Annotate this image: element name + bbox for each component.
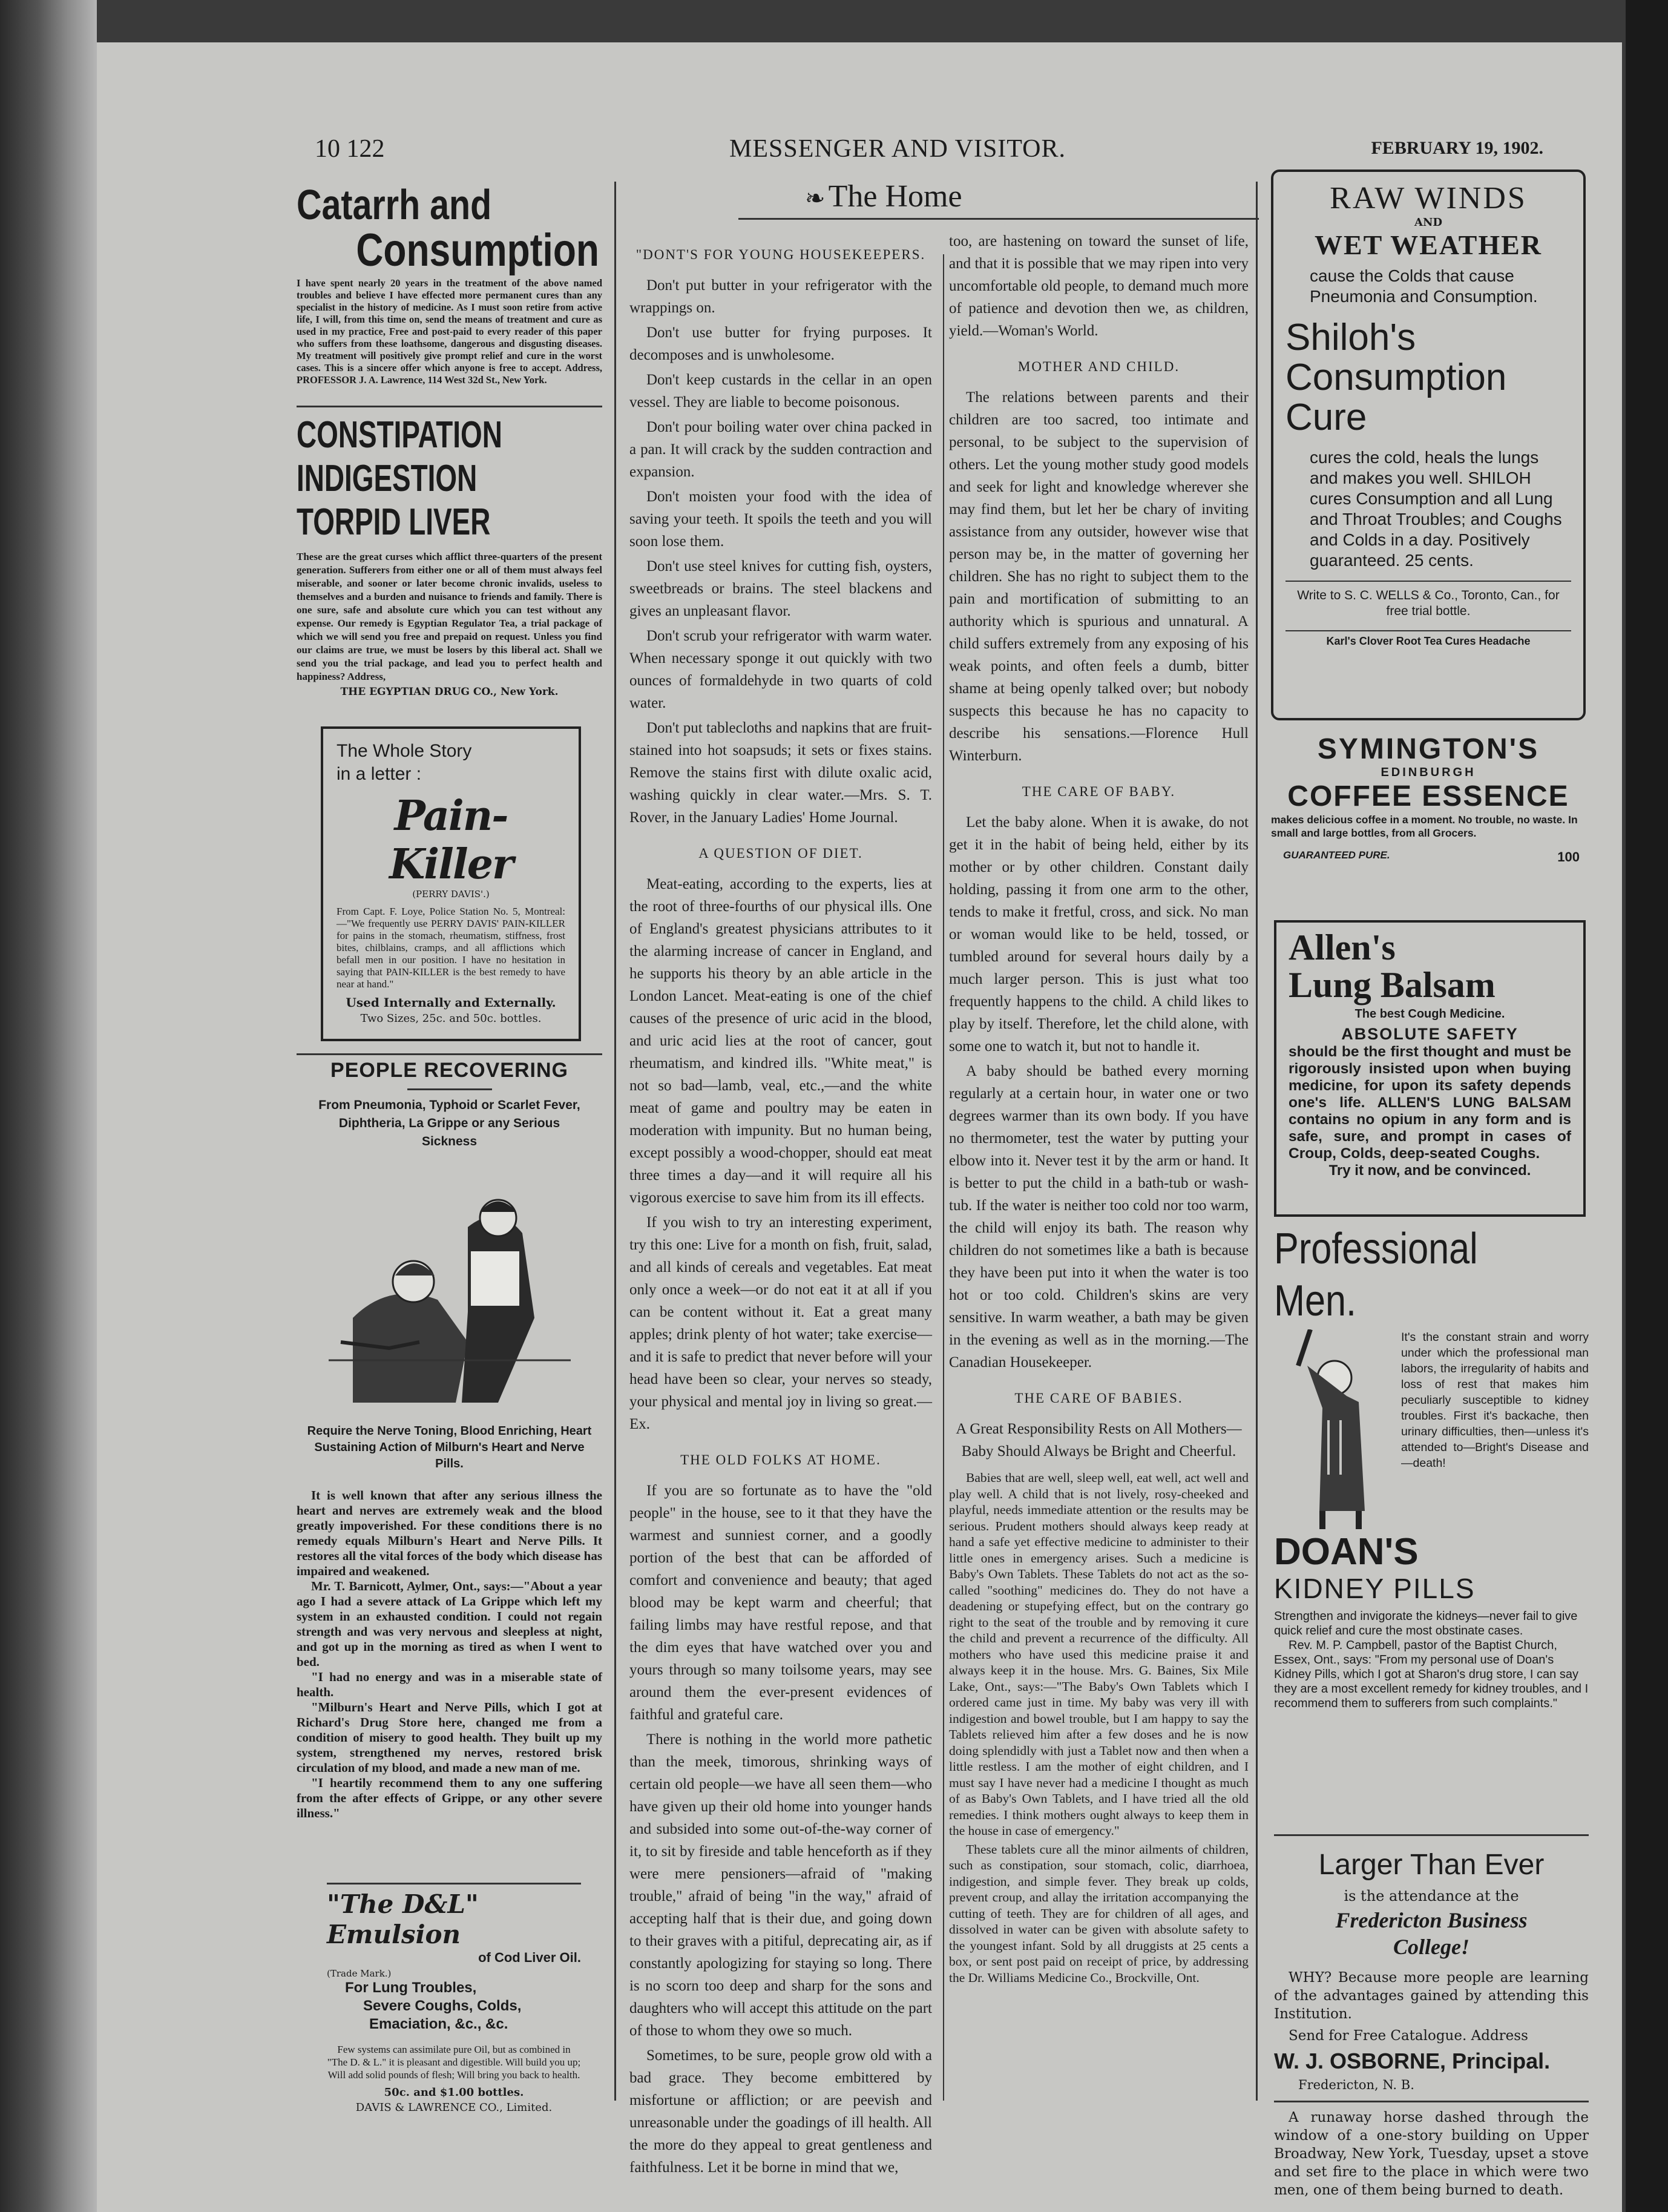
fredericton-ad: [1274, 1834, 1589, 2092]
column-rule: [614, 182, 616, 2101]
doans-illustration: [1274, 1329, 1401, 1529]
fredericton-why: WHY? Because more people are learning of the advantages gained by attending this Institution.: [1274, 1970, 1589, 2022]
doans-ad: [1274, 1223, 1589, 1711]
emulsion-price: 50c. and $1.00 bottles.: [384, 2086, 524, 2099]
milburn-ad: [297, 1053, 602, 1821]
constipation-ad: [297, 406, 602, 698]
catarrh-ad: [297, 182, 602, 386]
fredericton-principal: W. J. OSBORNE, Principal.: [1274, 2049, 1551, 2073]
home-title: [805, 179, 1168, 214]
adjacent-page-edge: [1626, 0, 1668, 2212]
care-column: [949, 230, 1249, 1988]
doans-title: Professional Men.: [1274, 1225, 1478, 1325]
care-of-baby-paragraph: A baby should be bathed every morning regularly at a certain hour, in water one or two degrees warmer than its own body. If you have no thermometer, test the water by putting your elbow into it. Never test it by the arm or hand. It is better to put the child in a bath-tub or wash-tub. If the water is neither too cold nor too warm, the child will enjoy its bath. The reason why children do not sometimes like a bath is because they have been put into it when the water is too hot or too cold. Children's skins are very sensitive. In warm weather, a bath may be given in the evening as well as in the morning.—The Canadian Housekeeper.: [949, 1063, 1249, 1371]
care-of-babies-heading: THE CARE OF BABIES.: [1014, 1391, 1183, 1406]
symington-ad: [1271, 732, 1586, 865]
catarrh-body: I have spent nearly 20 years in the treatment of the above named troubles and believe I have effected more permanent cures than any specialist in the history of medicine. As I must soon retire from active life, I will, from this time on, send the means of treatment and cure as used in my practice, Free and post-paid to every reader of this paper who suffers from these loathsome, dangerous and disgusting diseases. My treatment will positively give prompt relief and cure in the worst cases. This is a sincere offer which anyone is free to accept. Address, PROFESSOR J. A. Lawrence, 114 West 32d St., New York.: [297, 277, 602, 386]
painkiller-ad: [321, 726, 581, 1041]
shiloh-body: cures the cold, heals the lungs and makes you well. SHILOH cures Consumption and all Lung and Throat Troubles; and Coughs and Colds in a day. Positively guaranteed. 25 cents.: [1310, 448, 1562, 570]
fredericton-title: Larger Than Ever: [1318, 1849, 1545, 1881]
allens-body: should be the first thought and must be rigorously insisted upon when buying medicine, for upon its safety depends one's life. ALLEN'S LUNG BALSAM contains no opium in any form and is safe, sure, and prompt in cases of Croup, Colds, deep-seated Coughs.: [1289, 1044, 1571, 1162]
diet-paragraph: If you wish to try an interesting experiment, try this one: Live for a month on fish, fruit, salad, and all kinds of cereals and vegetables. Eat meat only once a week—or do not eat it at all if you can be content without it. Eat a great many apples; drink plenty of hot water; take exercise—and it is safe to predict that never before will your head have been so clear, your nerves so steady, your physical and mental joy in living so great.—Ex.: [629, 1214, 932, 1432]
dont-item: Don't put tablecloths and napkins that are fruit-stained into hot soapsuds; it sets or fixes stains. Remove the stains first with dilute oxalic acid, washing quickly in clear water.—Mrs. S. T. Rover, in the January Ladies' Home Journal.: [629, 720, 932, 826]
symington-footer: GUARANTEED PURE. 100: [1283, 849, 1580, 864]
folks-paragraph: If you are so fortunate as to have the "old people" in the house, see to it that they have the warmest and sunniest corner, and a goodly portion of the best that can be afforded of comfort and convenience and beauty; that aged blood may be kept warm and cheerful; that failing limbs may have restful repose, and that the dim eyes that have watched over you and yours through so many toilsome years, may see around them the ever-present evidences of faithful and grateful care.: [629, 1483, 932, 1723]
doans-body: Strengthen and invigorate the kidneys—never fail to give quick relief and cure the most obstinate cases.: [1274, 1610, 1578, 1638]
emulsion-of: of Cod Liver Oil.: [478, 1950, 581, 1965]
nurse-illustration: [317, 1160, 583, 1415]
continuation-paragraph: too, are hastening on toward the sunset of life, and that it is possible that we may ripen into very uncomfortable old people, to demand much more of patience and devotion then we, as children, yield.—Woman's World.: [949, 233, 1249, 339]
painkiller-intro: The Whole Story in a letter :: [337, 741, 472, 784]
raw-winds: RAW WINDS: [1330, 181, 1527, 216]
allens-abs: ABSOLUTE SAFETY: [1341, 1025, 1519, 1043]
dont-item: Don't put butter in your refrigerator with the wrappings on.: [629, 277, 932, 316]
masthead: MESSENGER AND VISITOR.: [729, 135, 1066, 163]
symington-product: COFFEE ESSENCE: [1287, 780, 1569, 812]
doans-side: It's the constant strain and worry under which the professional man labors, the irregularity of habits and loss of rest that makes him peculiarly susceptible to kidney troubles. First it's backache, then urinary difficulties, then—unless it's attended to—Bright's Disease and—death!: [1401, 1331, 1589, 1470]
allens-ad: [1274, 920, 1586, 1217]
fredericton-line: is the attendance at the: [1344, 1888, 1519, 1904]
recovering-caption: Require the Nerve Toning, Blood Enriching, Heart Sustaining Action of Milburn's Heart and Nerve Pills.: [307, 1424, 592, 1470]
catarrh-title: Catarrh and Consumption: [297, 181, 599, 276]
shiloh-cause: cause the Colds that cause Pneumonia and Consumption.: [1310, 266, 1538, 306]
dont-item: Don't moisten your food with the idea of saving your teeth. It spoils the teeth and you will soon lose them.: [629, 489, 932, 550]
column-rule: [1256, 182, 1258, 2101]
allens-name: Allen's Lung Balsam: [1289, 927, 1496, 1005]
karl-clover: Karl's Clover Root Tea Cures Headache: [1285, 630, 1571, 648]
mother-child-heading: MOTHER AND CHILD.: [1017, 359, 1180, 374]
diet-heading: A QUESTION OF DIET.: [698, 846, 863, 861]
painkiller-sizes: Two Sizes, 25c. and 50c. bottles.: [360, 1012, 542, 1025]
doans-testimonial: Rev. M. P. Campbell, pastor of the Baptist Church, Essex, Ont., says: "From my personal use of Doan's Kidney Pills, which I got at Sharon's drug store, I can say they are a most excellent remedy for kidney troubles, and I recommend them to sufferers from such complaints.": [1274, 1639, 1589, 1710]
constipation-body: These are the great curses which afflict three-quarters of the present generation. Sufferers from either one or all of them must always feel miserable, and sooner or later become chronic invalids, useless to themselves and a burden and nuisance to friends and family. There is one sure, safe and absolute cure which you can test without any expense. Our remedy is Egyptian Regulator Tea, a trial package of which we will send you free and prepaid on request. Unless you find our claims are true, we must be losers by this liberal act. Shall we send you the trial package, and lead you to perfect health and happiness? Address,: [297, 551, 602, 682]
emulsion-ad: [327, 1883, 581, 2114]
donts-heading: "DONT'S FOR YOUNG HOUSEKEEPERS.: [635, 247, 926, 262]
divider: [1285, 581, 1571, 582]
divider: [407, 1088, 492, 1090]
runaway-item: A runaway horse dashed through the window of a one-story building on Upper Broadway, New York, Tuesday, upset a stove and set fire to the place in which were two men, one of them being burned to death.: [1274, 2101, 1589, 2199]
care-of-babies-subhead: A Great Responsibility Rests on All Mothers—Baby Should Always be Bright and Cheerful.: [956, 1421, 1242, 1460]
fredericton-place: Fredericton, N. B.: [1298, 2078, 1414, 2092]
emulsion-trademark: (Trade Mark.): [327, 1968, 392, 1979]
allens-sub: The best Cough Medicine.: [1354, 1007, 1505, 1021]
recovering-sub: From Pneumonia, Typhoid or Scarlet Fever, Diphtheria, La Grippe or any Serious Sickness: [318, 1098, 580, 1148]
mother-child-paragraph: The relations between parents and their children are too sacred, too intimate and personal, to be subject to the supervision of others. Let the young mother study good models and seek for light and knowledge wherever she may find them, but let her be chary of inviting assistance from any outsider, however wise that person may be, in the matter of governing her children. She has no right to subject them to the pain and mortification of submitting to an authority which is spurious and unnatural. A child suffers extremely from any exposing of his weak points, and often feels a dumb, bitter shame at being openly talked over; but nobody suspects this because he has no capacity to describe his sensations.—Florence Hull Winterburn.: [949, 389, 1249, 764]
dont-item: Don't keep custards in the cellar in an open vessel. They are liable to become poisonous.: [629, 372, 932, 410]
dont-item: Don't scrub your refrigerator with warm water. When necessary sponge it out quickly with two ounces of formaldehyde in two quarts of cold water.: [629, 628, 932, 711]
dont-item: Don't use butter for frying purposes. It decomposes and is unwholesome.: [629, 324, 932, 363]
painkiller-used: Used Internally and Externally.: [346, 995, 556, 1010]
folks-heading: THE OLD FOLKS AT HOME.: [680, 1452, 881, 1467]
emulsion-logo: "The D&L" Emulsion: [327, 1889, 479, 1949]
wet-weather: WET WEATHER: [1314, 229, 1543, 260]
recovering-title: PEOPLE RECOVERING: [330, 1059, 568, 1082]
care-of-baby-paragraph: Let the baby alone. When it is awake, do not get it in the habit of being held, either by its mother or by other children. Constant daily holding, passing it from one arm to the other, tends to make it fretful, cross, and sick. No man or woman would like to be held, tossed, or tumbled around for several hours daily by a much larger person. This is just what too frequently happens to the child. A child likes to play by itself. Therefore, let the child alone, with some one to watch it, but not to handle it.: [949, 814, 1249, 1055]
painkiller-logo: Pain-Killer: [389, 792, 513, 889]
and-text: AND: [1414, 216, 1443, 229]
emulsion-body: Few systems can assimilate pure Oil, but as combined in "The D. & L." it is pleasant and digestible. Will build you up; Will add solid pounds of flesh; Will bring you back to health.: [327, 2044, 581, 2081]
folks-paragraph: Sometimes, to be sure, people grow old with a bad grace. They become embittered by misfortune or affliction; or are peevish and unreasonable under the goadings of ill health. All the more do they appeal to great gentleness and faithfulness. Let it be borne in mind that we,: [629, 2047, 932, 2176]
page-number: 10 122: [315, 135, 385, 163]
fredericton-college: Fredericton Business College!: [1335, 1908, 1528, 1959]
allens-try: Try it now, and be convinced.: [1328, 1162, 1531, 1179]
painkiller-body: From Capt. F. Loye, Police Station No. 5, Montreal:—"We frequently use PERRY DAVIS' PAIN-KILLER for pains in the stomach, rheumatism, stiffness, frost bites, chilblains, cramps, and all afflictions which befall men in our position. I have no hesitation in saying that PAIN-KILLER is the best remedy to have near at hand.": [337, 906, 565, 990]
home-heading: The Home: [828, 179, 962, 214]
shiloh-name: Shiloh's Consumption Cure: [1285, 317, 1507, 438]
fredericton-send: Send for Free Catalogue. Address: [1289, 2028, 1528, 2044]
page-header: [315, 134, 1592, 171]
emulsion-maker: DAVIS & LAWRENCE CO., Limited.: [355, 2101, 553, 2114]
care-of-babies-body: Babies that are well, sleep well, eat well, act well and play well. A child that is not lively, rosy-cheeked and playful, needs immediate attention or the results may be serious. Prudent mothers should always keep ready at hand a safe yet effective medicine to administer to their little ones in emergency arises. Such a medicine is Baby's Own Tablets. These Tablets do not act as the so-called "soothing" medicines do. They do not have a deadening or stupefying effect, but on the contrary go right to the seat of the trouble and by removing it cure the child and prevent a recurrence of the difficulty. All mothers who have used this medicine praise it and always keep it in the house. Mrs. G. Baines, Six Mile Lake, Ont., says:—"The Baby's Own Tablets which I ordered came just in time. My baby was very ill with indigestion and bowel trouble, but I am happy to say the Tablets relieved him after a few doses and he is now doing splendidly with just a Tablet now and then when a little restless. I am the mother of eight children, and I must say I have never had a medicine I thought as much of as Baby's Own Tablets, and I have tried all the old remedies. I think mothers ought always to keep them in the house in case of emergency." These tablets cure all the minor ailments of children, such as constipation, sour stomach, colic, diarrhoea, indigestion, and simple fever. They break up colds, prevent croup, and allay the irritation accompanying the cutting of teeth. They are for children of all ages, and dissolved in water can be given with absolute safety to the youngest infant. Sold by all druggists at 25 cents a box, or sent post paid on receipt of price, by addressing the Dr. Williams Medicine Co., Brockville, Ont.: [949, 1470, 1249, 1985]
diet-paragraph: Meat-eating, according to the experts, lies at the root of three-fourths of our physical ills. One of England's greatest physicians attributes to it the alarming increase of cancer in England, and he supports his theory by an able article in the London Lancet. Meat-eating is one of the chief causes of the presence of uric acid in the blood, and uric acid lies at the root of cancer, gout rheumatism, and kindred ills. "White meat," is not so bad—lamb, veal, etc.,—and the white meat of game and poultry may be eaten in moderation with impunity. But no human being, except possibly a wood-chopper, should eat meat three times a day—and it will require all his vigorous exercise to save him from its ill effects.: [629, 876, 932, 1206]
doans-name: DOAN'S KIDNEY PILLS: [1274, 1531, 1476, 1604]
care-of-baby-heading: THE CARE OF BABY.: [1022, 784, 1176, 799]
recovering-body: It is well known that after any serious illness the heart and nerves are extremely weak and the blood greatly impoverished. For these conditions there is no remedy equals Milburn's Heart and Nerve Pills. It restores all the vital forces of the body which disease has impaired and weakened. Mr. T. Barnicott, Aylmer, Ont., says:—"About a year ago I had a severe attack of La Grippe which left my system in an exhausted condition. I could not regain strength and was very nervous and sleepless at night, and got up in the morning as tired as when I went to bed. "I had no energy and was in a miserable state of health. "Milburn's Heart and Nerve Pills, which I got at Richard's Drug Store here, changed me from a condition of misery to good health. They built up my system, strengthened my nerves, restored brisk circulation of my blood, and made a new man of me. "I heartily recommend them to any one suffering from the after effects of Grippe, or any other severe illness.": [297, 1488, 602, 1820]
column-rule: [943, 254, 944, 2101]
symington-name: SYMINGTON'S: [1317, 733, 1540, 765]
painkiller-sub: (PERRY DAVIS'.): [412, 889, 490, 900]
symington-body: makes delicious coffee in a moment. No trouble, no waste. In small and large bottles, from all Grocers.: [1271, 814, 1578, 839]
newspaper-page: [97, 42, 1622, 2212]
constipation-title: CONSTIPATION INDIGESTION TORPID LIVER: [297, 414, 502, 543]
symington-city: EDINBURGH: [1381, 766, 1476, 779]
folks-paragraph: There is nothing in the world more pathetic than the meek, timorous, shrinking ways of certain old people—we have all seen them—who have given up their old home into younger hands and subsided into some out-of-the-way corner of it, to sit by fireside and table henceforth as if they were mere pensioners—afraid of "making trouble," afraid of being "in the way," afraid of accepting half that is their due, and going down to their graves with a pitiful, deprecating air, as if constantly apologizing for staying so long. There is no scorn too deep and sharp for the sons and daughters who will accept this attitude on the part of those to whom they owe so much.: [629, 1731, 932, 2039]
emulsion-for: For Lung Troubles, Severe Coughs, Colds, Emaciation, &c., &c.: [345, 1980, 522, 2032]
shiloh-ad: [1271, 170, 1586, 720]
issue-date: FEBRUARY 19, 1902.: [1371, 138, 1543, 158]
shiloh-write: Write to S. C. WELLS & Co., Toronto, Can., for free trial bottle.: [1297, 588, 1560, 618]
home-column: [629, 230, 932, 2181]
book-binding: [0, 0, 97, 2212]
home-title-rule: [738, 218, 1259, 220]
dont-item: Don't pour boiling water over china packed in a pan. It will crack by the sudden contraction and expansion.: [629, 419, 932, 480]
home-ornament-icon: ❧: [805, 185, 826, 212]
constipation-signature: THE EGYPTIAN DRUG CO., New York.: [340, 686, 559, 698]
dont-item: Don't use steel knives for cutting fish, oysters, sweetbreads or brains. The steel blackens and gives an unpleasant flavor.: [629, 558, 932, 619]
